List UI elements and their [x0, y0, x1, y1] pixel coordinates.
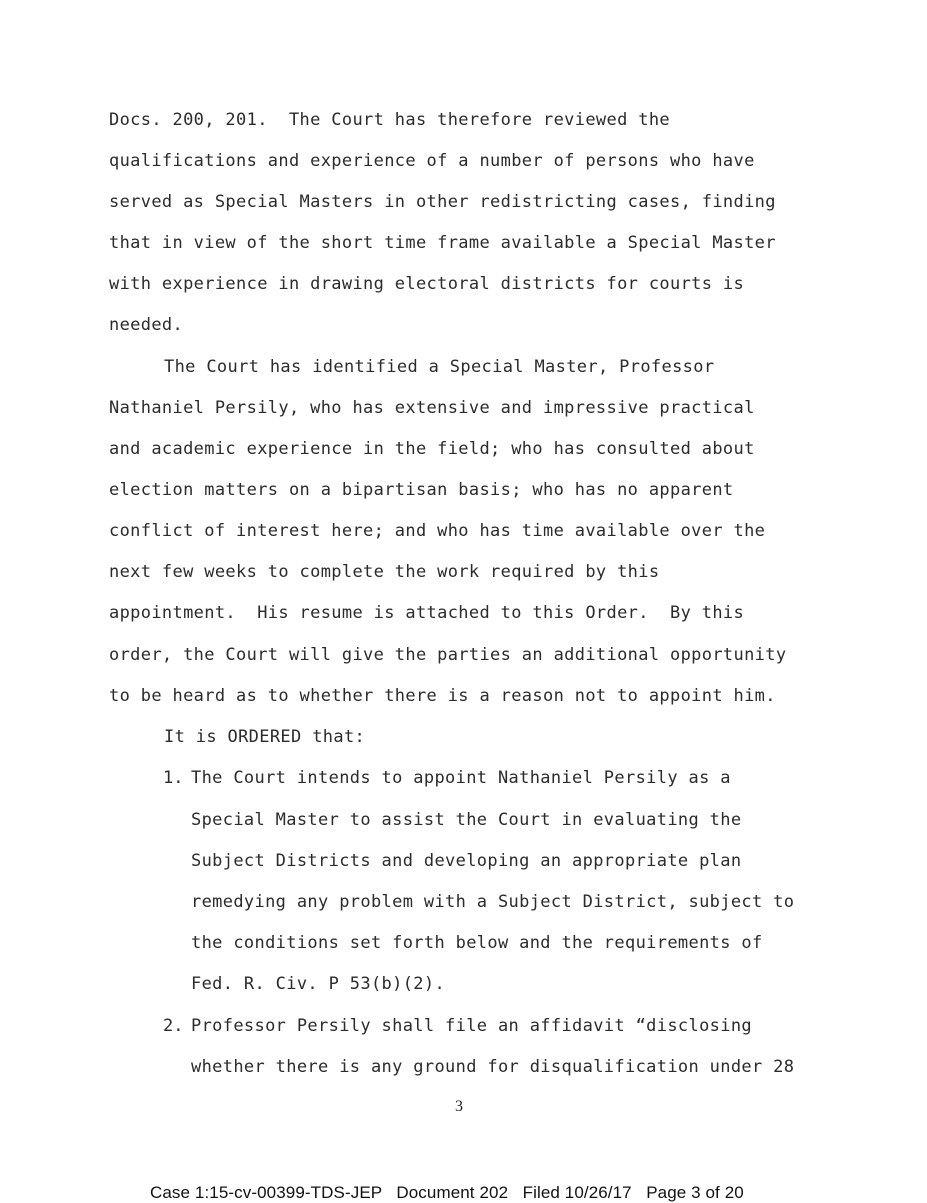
text-line: The Court has identified a Special Master, Professor	[164, 357, 715, 377]
item-number: 2.	[163, 1016, 184, 1036]
text-line: conflict of interest here; and who has time available over the	[109, 521, 766, 541]
text-line: Fed. R. Civ. P 53(b)(2).	[191, 974, 446, 994]
text-line: Professor Persily shall file an affidavit “disclosing	[191, 1016, 752, 1036]
text-line: to be heard as to whether there is a reason not to appoint him.	[109, 686, 776, 706]
text-line: needed.	[109, 315, 184, 335]
text-line: that in view of the short time frame available a Special Master	[109, 233, 776, 253]
text-line: appointment. His resume is attached to this Order. By this	[109, 603, 745, 623]
text-line: the conditions set forth below and the requirements of	[191, 933, 763, 953]
page-number: 3	[455, 1098, 463, 1115]
text-line: remedying any problem with a Subject District, subject to	[191, 892, 795, 912]
text-line: Special Master to assist the Court in evaluating the	[191, 810, 742, 830]
text-line: next few weeks to complete the work required by this	[109, 562, 660, 582]
text-line: The Court intends to appoint Nathaniel Persily as a	[191, 768, 731, 788]
case-footer: Case 1:15-cv-00399-TDS-JEP Document 202 Filed 10/26/17 Page 3 of 20	[150, 1183, 744, 1202]
text-line: and academic experience in the field; who has consulted about	[109, 439, 755, 459]
text-line: with experience in drawing electoral districts for courts is	[109, 274, 745, 294]
text-line: Docs. 200, 201. The Court has therefore reviewed the	[109, 110, 670, 130]
text-line: Subject Districts and developing an appropriate plan	[191, 851, 742, 871]
text-line: election matters on a bipartisan basis; who has no apparent	[109, 480, 734, 500]
text-line: whether there is any ground for disqualification under 28	[191, 1057, 795, 1077]
text-line: served as Special Masters in other redistricting cases, finding	[109, 192, 776, 212]
item-number: 1.	[163, 768, 184, 788]
text-line: Nathaniel Persily, who has extensive and impressive practical	[109, 398, 755, 418]
text-line: It is ORDERED that:	[164, 727, 366, 747]
text-line: order, the Court will give the parties an additional opportunity	[109, 645, 787, 665]
text-line: qualifications and experience of a number of persons who have	[109, 151, 755, 171]
